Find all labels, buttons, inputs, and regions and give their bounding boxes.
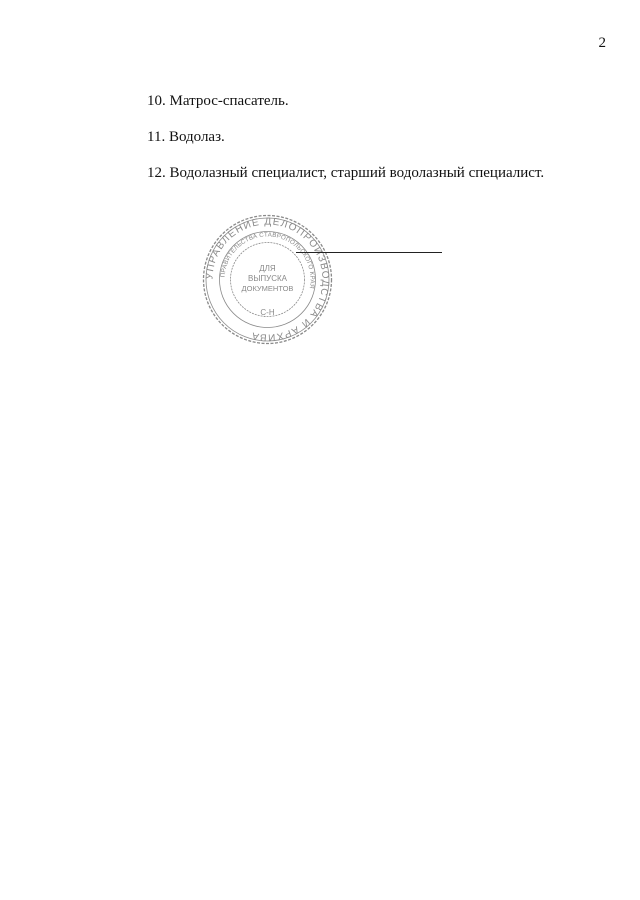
stamp-center-line: ВЫПУСКА: [247, 274, 288, 283]
stamp-center-line: ДЛЯ: [259, 264, 276, 273]
list-item: 11. Водолаз.: [147, 129, 225, 145]
stamp-bottom-mark: С-Н: [260, 308, 275, 317]
signature-line: [296, 252, 442, 253]
list-item: 10. Матрос-спасатель.: [147, 93, 289, 109]
list-item: 12. Водолазный специалист, старший водолазный специалист.: [147, 165, 545, 181]
stamp-outer-text: УПРАВЛЕНИЕ ДЕЛОПРОИЗВОДСТВА И АРХИВА: [204, 216, 331, 343]
page-number: 2: [598, 35, 606, 51]
position-list: [147, 92, 544, 200]
stamp-inner-text: ПРАВИТЕЛЬСТВА СТАВРОПОЛЬСКОГО КРАЯ: [219, 231, 316, 290]
official-stamp: [200, 212, 335, 347]
stamp-center-line: ДОКУМЕНТОВ: [241, 284, 294, 293]
